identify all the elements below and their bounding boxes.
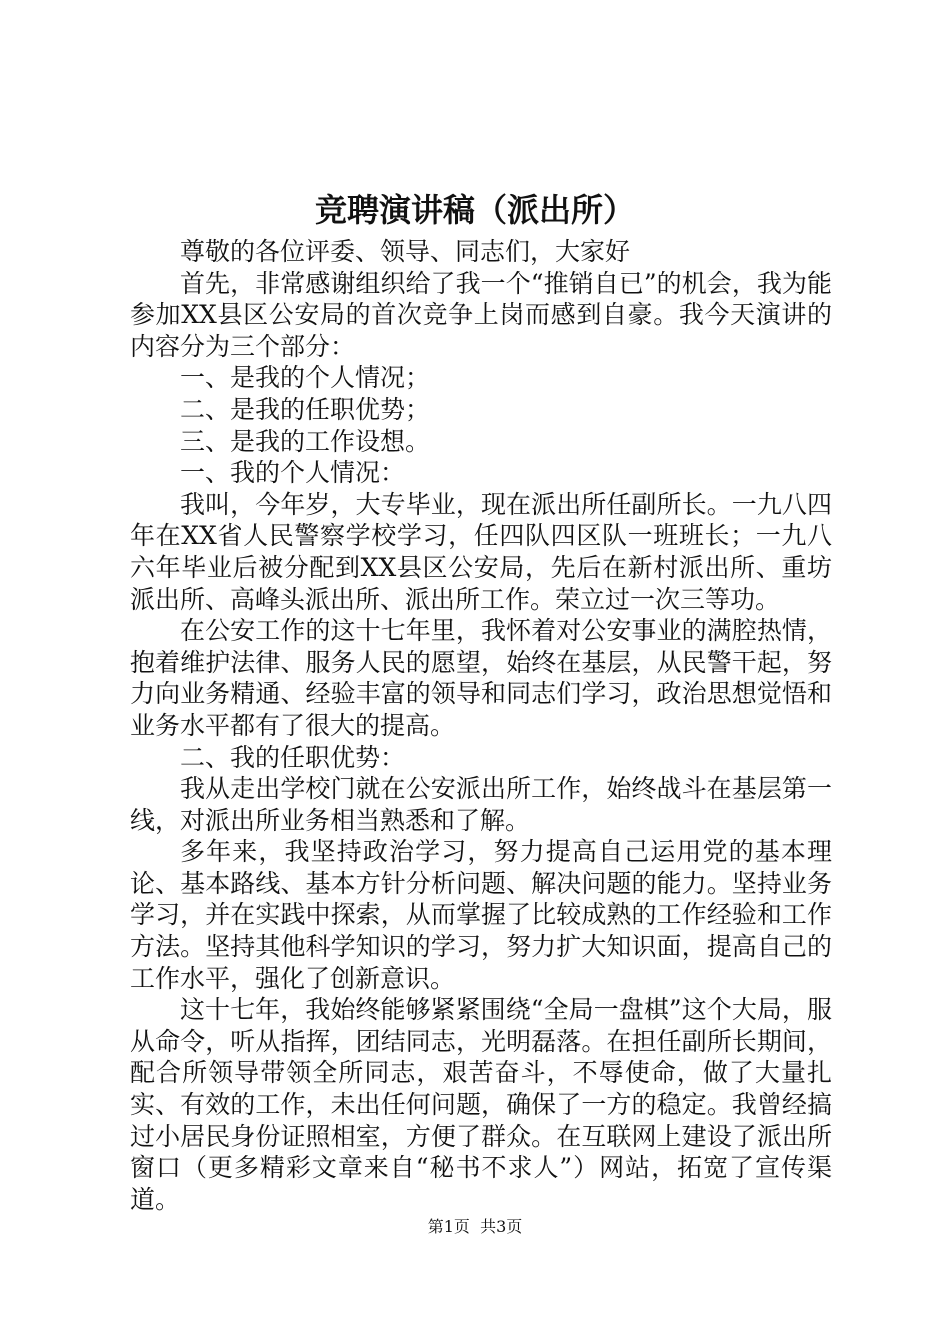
paragraph-outline-3: 三、是我的工作设想。 (180, 426, 431, 456)
paragraph-greeting: 尊敬的各位评委、领导、同志们，大家好 (180, 237, 631, 266)
document-body (130, 236, 832, 1215)
paragraph-outline-1: 一、是我的个人情况； (180, 363, 431, 393)
paragraph-personal-info: 我叫，今年岁，大专毕业，现在派出所任副所长。一九八四年在XX省人民警察学校学习，任四队四区队一班班长；一九八六年毕业后被分配到XX县区公安局，先后在新村派出所、重坊派出所、高峰头派出所、派出所工作。荣立过一次三等功。 (130, 489, 832, 614)
section-heading-advantages: 二、我的任职优势： (180, 742, 406, 772)
section-heading-personal: 一、我的个人情况： (180, 458, 406, 488)
paragraph-study: 多年来，我坚持政治学习，努力提高自己运用党的基本理论、基本路线、基本方针分析问题、解决问题的能力。坚持业务学习，并在实践中探索，从而掌握了比较成熟的工作经验和工作方法。坚持其他科学知识的学习，努力扩大知识面，提高自己的工作水平，强化了创新意识。 (130, 837, 832, 993)
paragraph-seventeen-years: 在公安工作的这十七年里，我怀着对公安事业的满腔热情，抱着维护法律、服务人民的愿望，始终在基层，从民警干起，努力向业务精通、经验丰富的领导和同志们学习，政治思想觉悟和业务水平都有了很大的提高。 (130, 616, 832, 740)
paragraph-frontline: 我从走出学校门就在公安派出所工作，始终战斗在基层第一线，对派出所业务相当熟悉和了解。 (130, 774, 832, 835)
paragraph-outline-2: 二、是我的任职优势； (180, 394, 431, 424)
paragraph-overall: 这十七年，我始终能够紧紧围绕“全局一盘棋”这个大局，服从命令，听从指挥，团结同志，光明磊落。在担任副所长期间，配合所领导带领全所同志，艰苦奋斗，不辱使命，做了大量扎实、有效的工作，未出任何问题，确保了一方的稳定。我曾经搞过小居民身份证照相室，方便了群众。在互联网上建设了派出所窗口（更多精彩文章来自“秘书不求人”）网站，拓宽了宣传渠道。 (130, 995, 832, 1214)
paragraph-intro: 首先，非常感谢组织给了我一个“推销自已”的机会，我为能参加XX县区公安局的首次竞争上岗而感到自豪。我今天演讲的内容分为三个部分： (130, 268, 832, 361)
document-title: 竞聘演讲稿（派出所） (314, 191, 635, 229)
page-number: 第1页 共3页 (427, 1217, 523, 1236)
